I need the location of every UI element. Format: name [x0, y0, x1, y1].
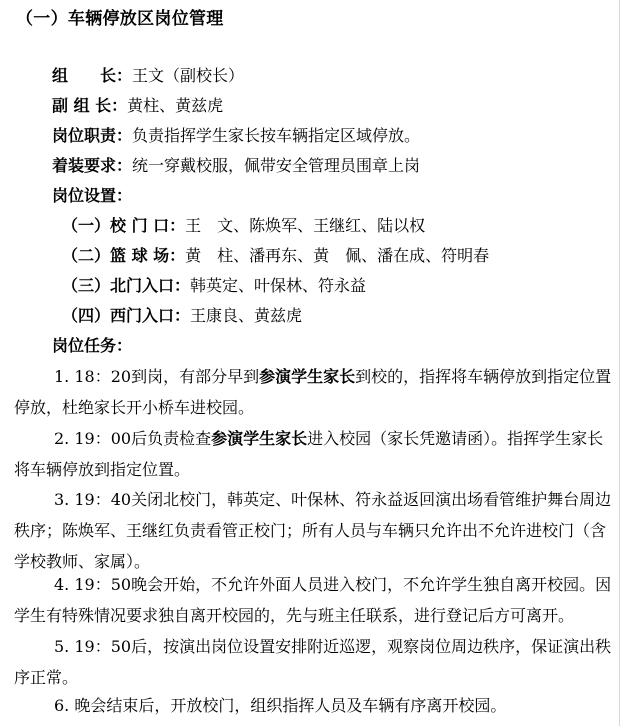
tasks-heading-text: 岗位任务：	[52, 336, 133, 355]
info-row-leader	[52, 66, 244, 86]
task-text: 4. 19：50晚会开始，不允许外面人员进入校门，不允许学生独自离开校园。因学生有特殊情况要求独自离开校园的，先与班主任联系，进行登记后方可离开。	[14, 575, 612, 625]
post-row	[62, 246, 489, 266]
info-row-deputy	[52, 96, 223, 116]
task-item	[14, 631, 614, 693]
info-value: 负责指挥学生家长按车辆指定区域停放。	[132, 126, 421, 145]
post-label: （四）西门入口：	[62, 306, 191, 325]
task-item	[14, 690, 614, 721]
info-value: 黄柱、黄兹虎	[127, 96, 224, 115]
task-item	[14, 361, 614, 423]
task-text: 到校的，指挥将车辆停放到指定位置停放，杜绝家长开小桥车进校园。	[14, 367, 612, 417]
post-row	[62, 276, 366, 296]
info-row-dress	[52, 156, 420, 176]
task-item	[14, 484, 614, 577]
info-value: 统一穿戴校服，佩带安全管理员围章上岗	[132, 156, 421, 175]
task-emphasis: 参演学生家长	[211, 429, 308, 448]
task-item	[14, 569, 614, 631]
info-label: 组 长：	[52, 66, 133, 85]
info-row-duty	[52, 126, 420, 146]
info-label: 岗位职责：	[52, 126, 133, 145]
section-title: （一）车辆停放区岗位管理	[16, 9, 224, 29]
task-emphasis: 参演学生家长	[259, 367, 356, 386]
tasks-heading	[52, 336, 132, 356]
task-text: 3. 19：40关闭北校门，韩英定、叶保林、符永益返回演出场看管维护舞台周边秩序；陈焕军、王继红负责看管正校门；所有人员与车辆只允许出不允许进校门（含学校教师、家属）。	[14, 490, 612, 571]
task-text: 进入校园（家长凭邀请函）。指挥学生家长将车辆停放到指定位置。	[14, 429, 604, 479]
task-text: 2. 19：00后负责检查	[54, 429, 212, 448]
posts-heading-text: 岗位设置：	[52, 186, 133, 205]
task-text: 5. 19：50后，按演出岗位设置安排附近巡逻，观察岗位周边秩序，保证演出秩序正常。	[14, 637, 612, 687]
post-value: 韩英定、叶保林、符永益	[190, 276, 367, 295]
info-label: 着装要求：	[52, 156, 133, 175]
post-row	[62, 216, 425, 236]
task-text: 1. 18：20到岗，有部分早到	[54, 367, 260, 386]
post-value: 黄 柱、潘再东、黄 佩、潘在成、符明春	[185, 246, 490, 265]
post-row	[62, 306, 302, 326]
info-label: 副 组 长：	[52, 96, 128, 115]
post-label: （一）校 门 口：	[62, 216, 186, 235]
task-item	[14, 423, 614, 485]
task-text: 6. 晚会结束后，开放校门，组织指挥人员及车辆有序离开校园。	[54, 696, 507, 715]
posts-heading	[52, 186, 132, 206]
post-value: 王 文、陈焕军、王继红、陆以权	[185, 216, 426, 235]
post-label: （二）篮 球 场：	[62, 246, 186, 265]
post-value: 王康良、黄兹虎	[190, 306, 303, 325]
info-value: 王文（副校长）	[132, 66, 245, 85]
post-label: （三）北门入口：	[62, 276, 191, 295]
